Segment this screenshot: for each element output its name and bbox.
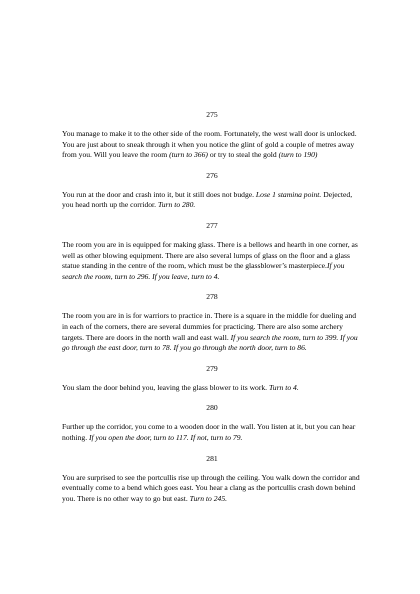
section-number: 277 (206, 220, 218, 230)
section-number: 275 (206, 110, 218, 119)
text-run: You run at the door and crash into it, but it still does not budge. (62, 189, 256, 199)
section-text (62, 129, 362, 161)
section-280 (62, 403, 362, 443)
section-276 (62, 171, 362, 211)
book-page (62, 110, 362, 514)
section-281 (62, 454, 362, 505)
section-text (62, 473, 362, 505)
section-278 (62, 292, 362, 353)
section-275 (62, 110, 362, 161)
text-run: The room you are in is equipped for making glass. There is a bellows and hearth in one corner, as well as other blowing equipment. There are also several lumps of glass on the floor and a glass statue standing in the centre of the room, which must be the glassblower’s masterpiece. (62, 239, 358, 271)
text-run: The room you are in is for warriors to practice in. There is a square in the middle for dueling and in each of the corners, there are several dummies for practicing. There are also some archery targets. There are doors in the north wall and east wall. (62, 311, 357, 342)
section-text (62, 422, 362, 443)
section-number: 280 (206, 403, 218, 413)
text-run: or try to steal the gold (207, 150, 279, 160)
text-run: You slam the door behind you, leaving the glass blower to its work. (62, 382, 269, 392)
turn-to-link[interactable]: (turn to 190) (278, 150, 318, 160)
section-279 (62, 364, 362, 394)
turn-to-link[interactable]: If you search the room, turn to 296. If you leave, turn to 4. (62, 261, 345, 281)
section-text (62, 383, 362, 394)
turn-to-link[interactable]: Turn to 280. (157, 200, 196, 210)
section-number: 281 (206, 453, 218, 463)
turn-to-link[interactable]: If you search the room, turn to 399. If you go through the east door, turn to 78. If you go through the north door, turn to 86. (62, 332, 358, 353)
instruction-text: Lose 1 stamina point. (255, 189, 322, 199)
text-run: Further up the corridor, you come to a wooden door in the wall. You listen at it, but you can hear nothing. (62, 422, 356, 442)
section-number: 278 (206, 292, 218, 302)
turn-to-link[interactable]: If you open the door, turn to 117. If not, turn to 79. (89, 432, 243, 442)
section-text (62, 190, 362, 211)
section-text (62, 311, 362, 353)
turn-to-link[interactable]: Turn to 245. (189, 493, 228, 503)
section-text (62, 240, 362, 282)
section-277 (62, 221, 362, 282)
text-run: Dejected, you head north up the corridor. (62, 189, 353, 210)
section-number: 276 (206, 170, 218, 180)
section-number: 279 (206, 363, 218, 373)
turn-to-link[interactable]: (turn to 366) (169, 150, 208, 160)
turn-to-link[interactable]: Turn to 4. (268, 382, 299, 392)
text-run: You manage to make it to the other side of the room. Fortunately, the west wall door is unlocked. You are just about to sneak through it when you notice the glint of gold a couple of metres away from you. Will you leave the room (62, 129, 357, 160)
text-run: You are surprised to see the portcullis rise up through the ceiling. You walk down the corridor and eventually come to a bend which goes east. You hear a clang as the portcullis crash down behind you. There is no other way to go but east. (62, 472, 360, 503)
